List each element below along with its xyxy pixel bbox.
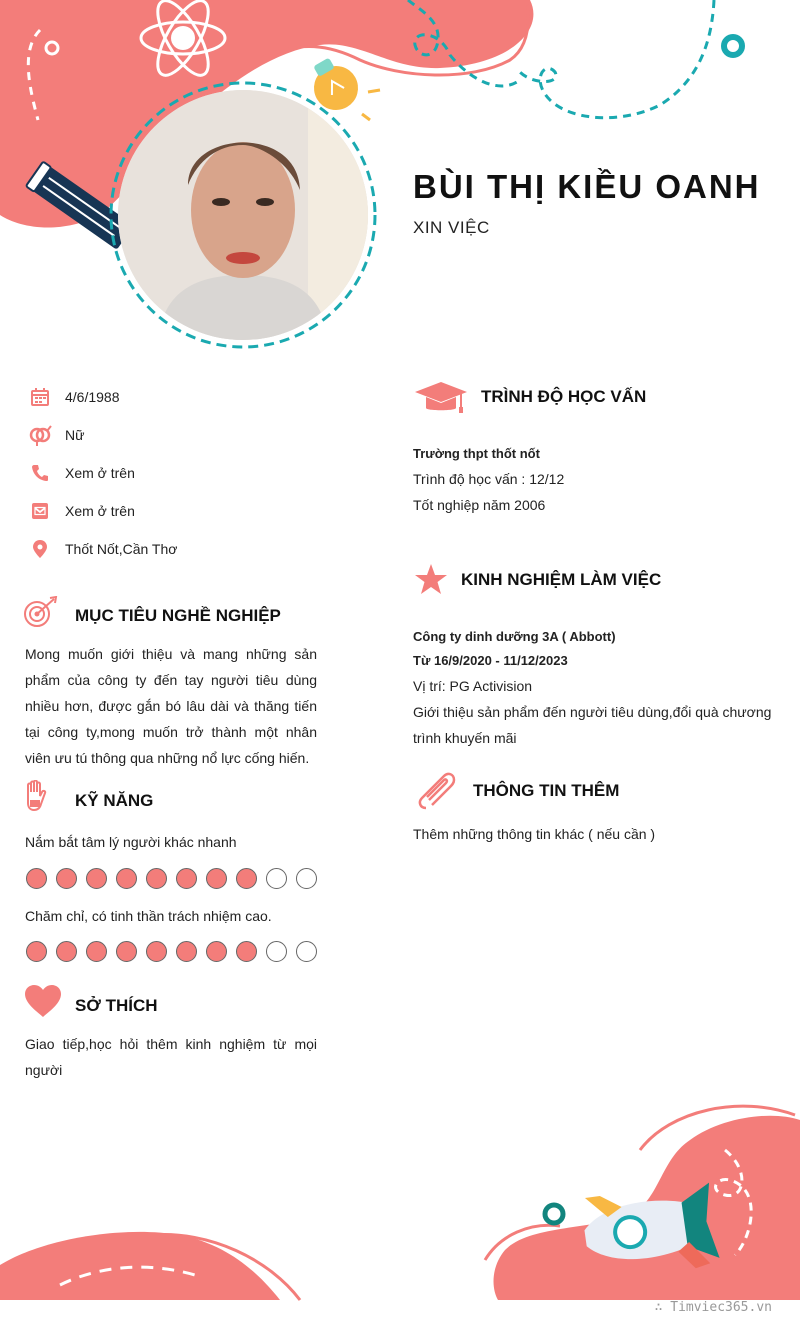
skill-rating-dot xyxy=(116,868,137,889)
contact-gender xyxy=(28,423,84,447)
skill-rating-dot xyxy=(236,868,257,889)
skill-rating-dot xyxy=(236,941,257,962)
phone-icon xyxy=(28,461,52,485)
skill-rating-dot xyxy=(26,941,47,962)
work-period: Từ 16/9/2020 - 11/12/2023 xyxy=(413,653,568,668)
hobbies-text: Giao tiếp,học hỏi thêm kinh nghiệm từ mọi người xyxy=(25,1036,317,1078)
skill-rating-1 xyxy=(26,868,317,889)
skill-rating-dot xyxy=(86,868,107,889)
skills-title: KỸ NĂNG xyxy=(75,791,154,810)
bottom-left-blob xyxy=(0,1232,280,1300)
lightbulb-icon xyxy=(302,51,366,118)
contact-address xyxy=(28,537,177,561)
school-name: Trường thpt thốt nốt xyxy=(413,446,540,461)
profile-photo xyxy=(118,90,368,340)
skill-rating-dot xyxy=(146,941,167,962)
skill-rating-dot xyxy=(296,941,317,962)
skill-rating-dot xyxy=(206,868,227,889)
skill-name: Chăm chỉ, có tinh thần trách nhiệm cao. xyxy=(25,908,272,924)
education-title: TRÌNH ĐỘ HỌC VẤN xyxy=(481,387,647,406)
objective-text: Mong muốn giới thiệu và mang những sản phẩm của công ty đến tay người tiêu dùng nhiều hơn, được gắn bó lâu dài và thăng tiến tại công ty,mong muốn trở thành một nhân viên ưu tú thông qua những nổ lực cống hiến. xyxy=(25,646,317,766)
address-text: Thốt Nốt,Cần Thơ xyxy=(65,541,178,557)
gender-icon xyxy=(28,423,52,447)
skill-rating-dot xyxy=(176,941,197,962)
teal-dashed-path-right xyxy=(518,0,714,118)
skill-rating-dot xyxy=(116,941,137,962)
additional-text: Thêm những thông tin khác ( nếu cần ) xyxy=(413,826,656,842)
job-title: XIN VIỆC xyxy=(413,218,490,237)
skill-rating-2 xyxy=(26,941,317,962)
heart-icon xyxy=(24,984,62,1023)
skill-rating-dot xyxy=(146,868,167,889)
teal-ring xyxy=(724,37,742,55)
site-watermark: ∴ Timviec365.vn xyxy=(654,1300,772,1315)
email-text: Xem ở trên xyxy=(65,503,135,519)
education-level: Trình độ học vấn : 12/12 xyxy=(413,471,565,487)
graduation-year: Tốt nghiệp năm 2006 xyxy=(413,497,546,513)
work-description: Giới thiệu sản phẩm đến người tiêu dùng,đổi quà chương trình khuyến mãi xyxy=(413,704,772,746)
candidate-name: BÙI THỊ KIỀU OANH xyxy=(413,168,761,205)
skill-rating-dot xyxy=(176,868,197,889)
calendar-icon xyxy=(28,385,52,409)
skill-rating-dot xyxy=(86,941,107,962)
teal-ring-bottom xyxy=(545,1205,563,1223)
gender-text: Nữ xyxy=(65,427,85,443)
skill-name: Nắm bắt tâm lý người khác nhanh xyxy=(25,834,237,850)
target-icon xyxy=(24,596,58,633)
experience-title: KINH NGHIỆM LÀM VIỆC xyxy=(461,570,662,589)
skill-rating-dot xyxy=(26,868,47,889)
skill-rating-dot xyxy=(56,868,77,889)
skill-rating-dot xyxy=(266,941,287,962)
company-name: Công ty dinh dưỡng 3A ( Abbott) xyxy=(413,629,616,644)
birthday-text: 4/6/1988 xyxy=(65,389,120,405)
contact-email xyxy=(28,499,135,523)
phone-text: Xem ở trên xyxy=(65,465,135,481)
objective-title: MỤC TIÊU NGHỀ NGHIỆP xyxy=(75,606,281,625)
hand-icon xyxy=(24,780,48,817)
paperclip-icon xyxy=(416,770,460,817)
skill-rating-dot xyxy=(266,868,287,889)
skill-rating-dot xyxy=(56,941,77,962)
skill-rating-dot xyxy=(296,868,317,889)
contact-phone xyxy=(28,461,135,485)
additional-title: THÔNG TIN THÊM xyxy=(473,781,620,800)
location-icon xyxy=(28,537,52,561)
hobbies-title: SỞ THÍCH xyxy=(75,996,158,1015)
email-icon xyxy=(28,499,52,523)
work-position: Vị trí: PG Activision xyxy=(413,678,533,694)
graduation-cap-icon xyxy=(414,380,468,419)
skill-rating-dot xyxy=(206,941,227,962)
contact-birthday xyxy=(28,385,120,409)
star-icon xyxy=(414,563,448,600)
